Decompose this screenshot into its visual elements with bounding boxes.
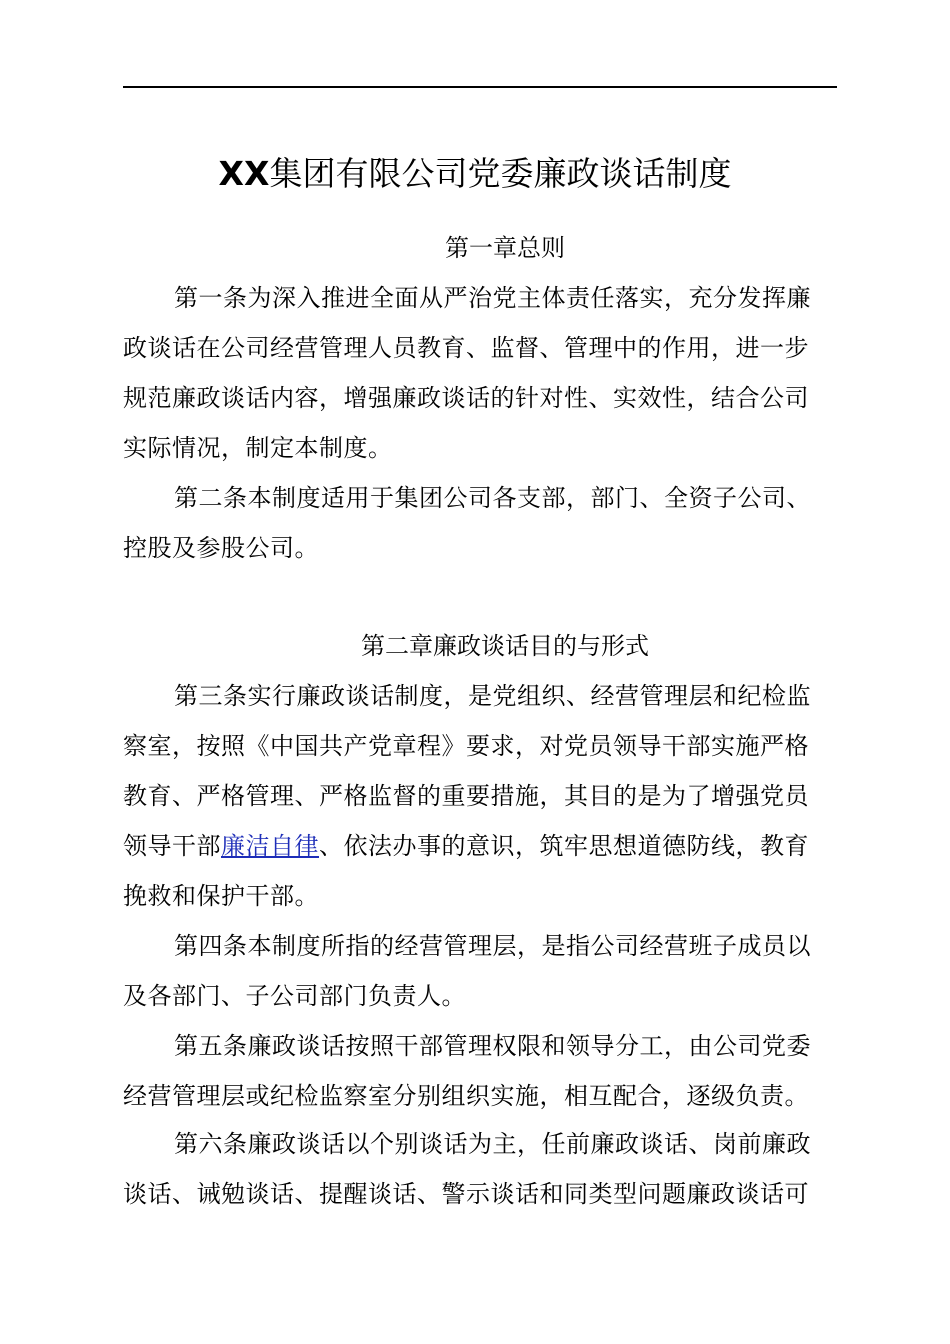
article-3-line-1: 第三条实行廉政谈话制度，是党组织、经营管理层和纪检监 bbox=[174, 682, 811, 710]
header-rule bbox=[123, 86, 837, 88]
article-1-line-4: 实际情况，制定本制度。 bbox=[123, 434, 393, 462]
chapter-heading-2: 第二章廉政谈话目的与形式 bbox=[361, 632, 649, 660]
article-3-line-4 bbox=[123, 826, 809, 866]
document-title bbox=[0, 150, 950, 198]
article-2-line-2: 控股及参股公司。 bbox=[123, 534, 319, 562]
article-3-line-4-before: 领导干部 bbox=[123, 832, 221, 860]
article-6-line-2: 谈话、诫勉谈话、提醒谈话、警示谈话和同类型问题廉政谈话可 bbox=[123, 1180, 809, 1208]
article-5-line-1: 第五条廉政谈话按照干部管理权限和领导分工，由公司党委 bbox=[174, 1032, 811, 1060]
article-3-line-2: 察室，按照《中国共产党章程》要求，对党员领导干部实施严格 bbox=[123, 732, 809, 760]
article-1-line-3: 规范廉政谈话内容，增强廉政谈话的针对性、实效性，结合公司 bbox=[123, 384, 809, 412]
title-prefix: XX bbox=[218, 154, 270, 193]
article-1-line-1: 第一条为深入推进全面从严治党主体责任落实，充分发挥廉 bbox=[174, 284, 811, 312]
integrity-link[interactable]: 廉洁自律 bbox=[221, 832, 319, 860]
article-4-line-2: 及各部门、子公司部门负责人。 bbox=[123, 982, 466, 1010]
article-6-line-1: 第六条廉政谈话以个别谈话为主，任前廉政谈话、岗前廉政 bbox=[174, 1130, 811, 1158]
title-text: 集团有限公司党委廉政谈话制度 bbox=[269, 154, 732, 193]
article-3-line-5: 挽救和保护干部。 bbox=[123, 882, 319, 910]
article-4-line-1: 第四条本制度所指的经营管理层，是指公司经营班子成员以 bbox=[174, 932, 811, 960]
article-1-line-2: 政谈话在公司经营管理人员教育、监督、管理中的作用，进一步 bbox=[123, 334, 809, 362]
article-5-line-2: 经营管理层或纪检监察室分别组织实施，相互配合，逐级负责。 bbox=[123, 1082, 809, 1110]
article-3-line-4-after: 、依法办事的意识，筑牢思想道德防线，教育 bbox=[319, 832, 809, 860]
article-2-line-1: 第二条本制度适用于集团公司各支部，部门、全资子公司、 bbox=[174, 484, 811, 512]
article-3-line-3: 教育、严格管理、严格监督的重要措施，其目的是为了增强党员 bbox=[123, 782, 809, 810]
chapter-heading-1: 第一章总则 bbox=[445, 234, 565, 262]
